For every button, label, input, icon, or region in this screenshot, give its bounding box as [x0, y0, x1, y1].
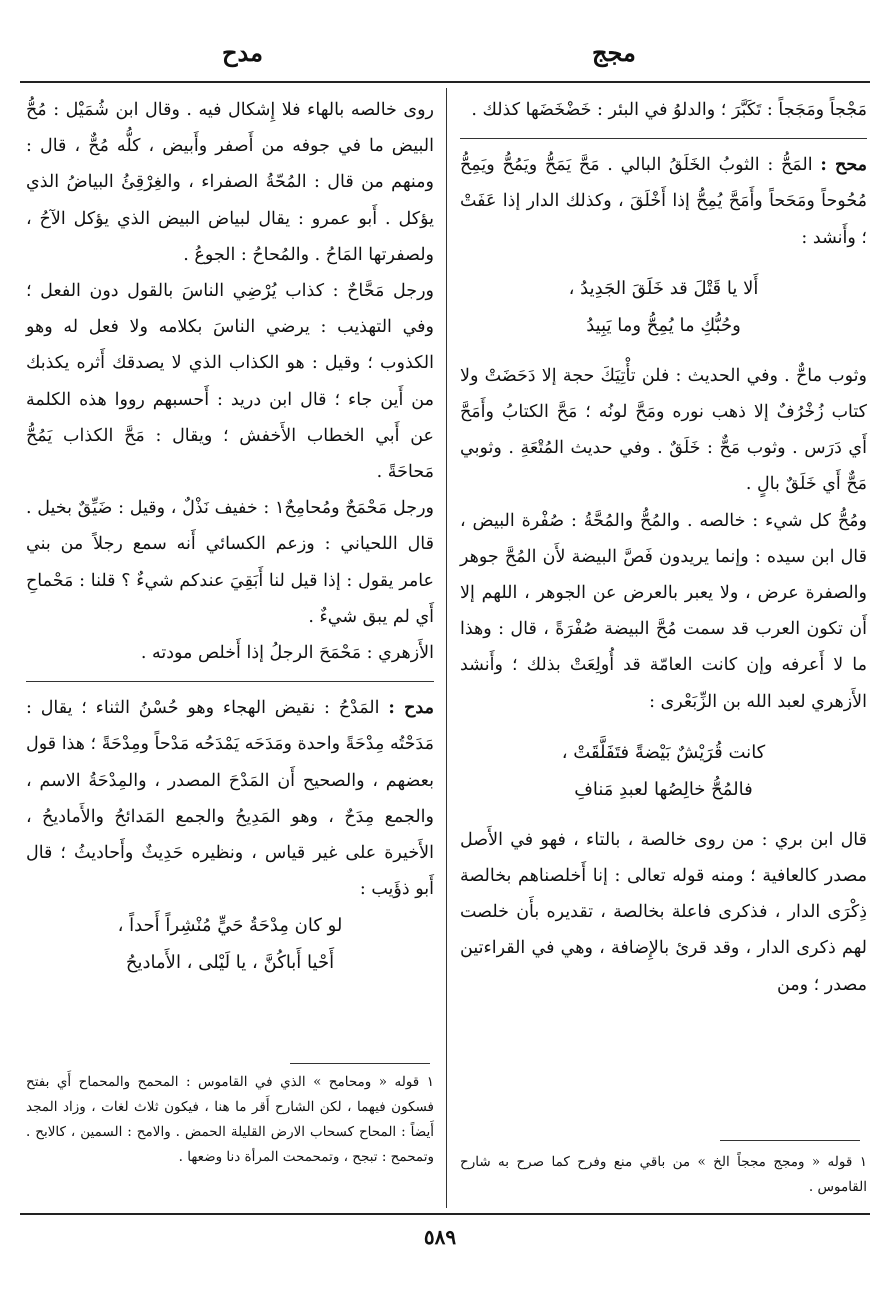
- paragraph-azhari: الأَزهري : مَحْمَحَ الرجلُ إذا أَخلص مودته .: [140, 643, 434, 664]
- verse-line: وحُبُّكِ ما يُمِحُّ وما يَبِيدُ: [586, 314, 741, 336]
- entry-separator: [26, 681, 434, 682]
- page-number: ٥٨٩: [423, 1225, 457, 1249]
- verse-line: أَحْيا أَباكُنَّ ، يا لَيْلى ، الأَماديحُ: [125, 952, 335, 974]
- verse-abu-dhuayb: [26, 907, 434, 981]
- spacer: [460, 256, 867, 270]
- footnote-rule-left: [290, 1063, 430, 1064]
- verse-qatl: [460, 270, 867, 344]
- verse-line: فالمُحُّ خالِصُها لعبدِ مَنافِ: [574, 778, 753, 800]
- right-column: [460, 92, 867, 1003]
- verse-quraysh: [460, 734, 867, 808]
- paragraph-hadith: وثوب ماحٌّ . وفي الحديث : فلن تأْتِيَكَ حجة إلا دَحَضَتْ ولا كتاب زُخْرُفٌ إلا ذهب نوره ومَحَّ لونُه ؛ مَحَّ الكتابُ وأَمَحَّ أَي دَرَس . وثوب مَحٌّ : خَلَقٌ . وفي حديث المُتْعَةِ . وثوبي مَحٌّ أَي خَلَقٌ بالٍ .: [460, 365, 867, 495]
- left-column: [26, 92, 434, 981]
- paragraph-mahmah: ورجل مَحْمَحٌ ومُحامِحٌ١ : خفيف نَذْلٌ ، وقيل : ضَيِّقٌ بخيل . قال اللحياني : وزعم الكسائي أَنه سمع رجلاً من بني عامر يقول : إذا قيل لنا أَبَقِيَ عندكم شيءٌ ؟ قلنا : مَحْماحِ أَي لم يبق شيءٌ .: [26, 498, 434, 627]
- paragraph-mahhah: ورجل مَحَّاحٌ : كذاب يُرْضِي الناسَ بالقول دون الفعل ؛ وفي التهذيب : يرضي الناسَ بكلامه ولا فعل له وهو الكذوب ؛ وقيل : هو الكذاب الذي لا يصدقك أَثره يكذبك من أَين جاء ؛ قال ابن دريد : أَحسبهم رووا هذه الكلمة عن أَبي الخطاب الأَخفش ؛ ويقال : مَحَّ الكذاب يَمُحُّ مَحاحَةً .: [26, 281, 434, 483]
- column-divider: [446, 88, 447, 1208]
- entry-mhh: [460, 147, 867, 256]
- verse-line: أَلا يا قَتْلَ قد خَلَقَ الجَدِيدُ ،: [568, 277, 759, 299]
- entry-separator: [460, 138, 867, 139]
- verse-line: لو كان مِدْحَةُ حَيٍّ مُنْشِراً أَحداً ،: [117, 915, 343, 937]
- entry-mdh-text: المَدْحُ : نقيض الهجاء وهو حُسْنُ الثناء ؛ يقال : مَدَحْتُه مِدْحَةً واحدة ومَدَحَه يَمْدَحُه مَدْحاً ومِدْحَةً ؛ هذا قول بعضهم ، والصحيح أَن المَدْحَ المصدر ، والمِدْحَةُ الاسم ، والجمع مِدَحٌ ، وهو المَدِيحُ والجمع المَدائحُ والأَماديحُ ، الأَخيرة على غير قياس ، ونظيره حَدِيثٌ وأَحاديثُ ؛ قال أَبو ذؤَيب :: [26, 698, 434, 900]
- paragraph-ibn-barri: قال ابن بري : من روى خالصة ، بالتاء ، فهو في الأَصل مصدر كالعافية ؛ ومنه قوله تعالى : إنا أَخلصناهم بخالصة ذِكْرَى الدار ، فذكرى فاعلة بخالصة ، تقديره بأَن خلصت لهم ذكرى الدار ، وقد قرئ بالإِضافة ، وهي في القراءتين مصدر ؛ ومن: [460, 829, 867, 995]
- spacer: [460, 344, 867, 358]
- entry-mhh-text: المَحُّ : الثوبُ الخَلَقُ البالي . مَحَّ يَمَحُّ ويَمُحُّ ويَمِحُّ مُحُوحاً ومَحَحاً وأَمَحَّ يُمِحُّ إذا أَخْلَقَ ، وكذلك الدار إذا عَفَتْ ؛ وأَنشد :: [460, 155, 867, 248]
- top-rule: [20, 81, 870, 83]
- spacer: [460, 808, 867, 822]
- verse-line: كانت قُرَيْشٌ بَيْضةً فتَفَلَّقَتْ ،: [561, 741, 766, 763]
- footnote-rule-right: [720, 1140, 860, 1141]
- running-head-right: مجج: [592, 38, 636, 67]
- footnote-right: ١ قوله « ومجج مججاً الخ » من باقي منع وفرح كما صرح به شارح القاموس .: [460, 1154, 867, 1195]
- spacer: [460, 720, 867, 734]
- entry-mjj-end: مَجْجاً ومَجَجاً : تَكَبَّرَ ؛ والدلوُ في البئر : خَضْخَضَها كذلك .: [471, 100, 867, 120]
- footnote-left: ١ قوله « ومحامح » الذي في القاموس : المحمح والمحماح أَي بفتح فسكون فيهما ، لكن الشارح أَقر ما هنا ، فيكون ثلاث لغات ، وزاد المجد أَيضاً : المحاح كسحاب الارض القليلة الحمض . والامح : السمين ، كالابح . وتمحمح : تبجح ، وتمحمحت المرأة دنا وضعها .: [26, 1074, 434, 1165]
- bottom-rule: [20, 1213, 870, 1215]
- paragraph-ibn-shumayl: روى خالصه بالهاء فلا إِشكال فيه . وقال ابن شُمَيْل : مُحُّ البيض ما في جوفه من أَصفر وأَبيض ، كلُّه مُحٌّ ، قال : ومنهم من قال : المُحّةُ الصفراء ، والغِرْقِئُ البياضُ الذي يؤكل . أَبو عمرو : يقال لبياض البيض الذي يؤكل الآحُ ، ولصفرتها المَاحُ . والمُحاحُ : الجوعُ .: [26, 100, 434, 265]
- paragraph-muhh: ومُحُّ كل شيء : خالصه . والمُحُّ والمُحَّةُ : صُفْرة البيض ، قال ابن سيده : وإنما يريدون فَصَّ البيضة لأَن المُحَّ جوهر والصفرة عرض ، ولا يعبر بالعرض عن الجوهر ، اللهم إلا أَن تكون العرب قد سمت مُحَّ البيضة صُفْرَةً ، قال : وهذا ما لا أَعرفه وإن كانت العامّة قد أُولِعَتْ بذلك ؛ وأَنشد الأَزهري لعبد الله بن الزِّبَعْرى :: [460, 510, 867, 712]
- running-head-left: مدح: [222, 38, 263, 67]
- entry-headword-mhh: محح :: [820, 155, 867, 176]
- entry-headword-mdh: مدح :: [388, 698, 434, 719]
- entry-mdh: [26, 690, 434, 907]
